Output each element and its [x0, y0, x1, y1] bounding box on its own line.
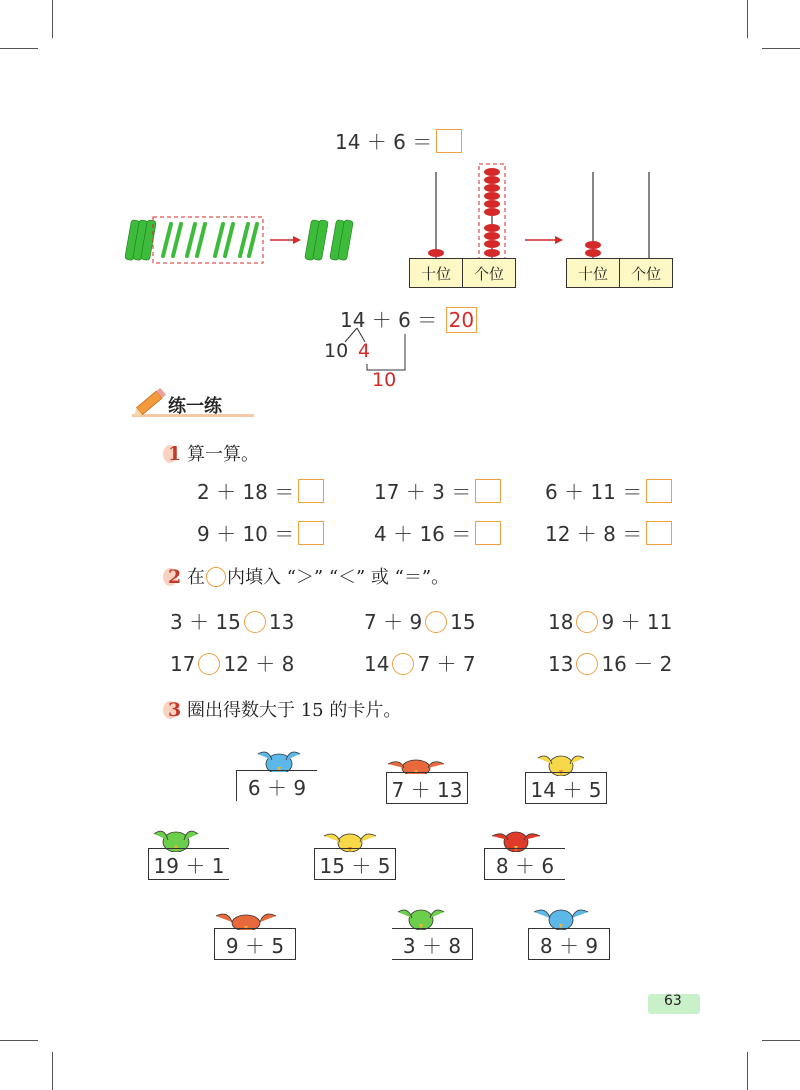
split-equation: 14 ＋ 6 ＝ 20 — [340, 304, 477, 333]
crop-mark — [762, 48, 800, 49]
tens-label: 十位 — [410, 259, 463, 288]
expression-card[interactable]: 8 ＋ 9 — [528, 928, 610, 960]
abacus-before — [408, 160, 523, 260]
q3-number: 3 — [168, 699, 182, 721]
q2-number: 2 — [168, 566, 182, 588]
red-bird-icon — [386, 752, 446, 774]
crop-mark — [52, 1052, 53, 1090]
answer-box[interactable] — [298, 479, 324, 503]
answer-box[interactable] — [298, 521, 324, 545]
split-answer: 20 — [446, 307, 477, 333]
q2-item: 17 12 ＋ 8 — [170, 652, 295, 676]
split-sum: 10 — [372, 369, 397, 391]
compare-circle[interactable] — [425, 611, 447, 633]
q3-header — [168, 696, 401, 722]
answer-box[interactable] — [646, 521, 672, 545]
circle-icon — [206, 567, 226, 587]
blue-bird-icon — [532, 900, 590, 930]
q1-item: 17 ＋ 3 ＝ — [374, 476, 501, 505]
expression-card[interactable]: 7 ＋ 13 — [386, 772, 468, 804]
compare-circle[interactable] — [244, 611, 266, 633]
compare-circle[interactable] — [198, 653, 220, 675]
q1-item: 4 ＋ 16 ＝ — [374, 518, 501, 547]
q1-prompt: 算一算。 — [186, 444, 259, 465]
abacus-after — [565, 160, 680, 260]
q1-item: 6 ＋ 11 ＝ — [545, 476, 672, 505]
compare-circle[interactable] — [576, 611, 598, 633]
q1-item: 12 ＋ 8 ＝ — [545, 518, 672, 547]
q1-header — [168, 440, 259, 466]
q2-item: 18 9 ＋ 11 — [548, 610, 673, 634]
place-value-table-after — [566, 258, 673, 288]
expression-card[interactable]: 3 ＋ 8 — [392, 928, 473, 960]
example-top-equation: 14 ＋ 6 ＝ — [335, 126, 462, 155]
crop-mark — [52, 0, 53, 38]
expression-card[interactable]: 6 ＋ 9 — [236, 770, 317, 801]
expression-card[interactable]: 19 ＋ 1 — [148, 848, 229, 880]
arrow-right-icon — [525, 234, 565, 246]
q1-number: 1 — [168, 443, 182, 465]
expression-card[interactable]: 15 ＋ 5 — [314, 848, 396, 880]
q1-item: 2 ＋ 18 ＝ — [197, 476, 324, 505]
compare-circle[interactable] — [576, 653, 598, 675]
q2-item: 3 ＋ 15 13 — [170, 610, 295, 634]
answer-box[interactable] — [646, 479, 672, 503]
tens-label: 十位 — [567, 259, 620, 288]
page-number: 63 — [664, 993, 682, 1009]
crop-mark — [762, 1040, 800, 1041]
answer-box[interactable] — [475, 479, 501, 503]
expression-card[interactable]: 8 ＋ 6 — [484, 848, 565, 880]
green-bird-icon — [396, 902, 446, 930]
q2-header: 2 在 内填入 “＞” “＜” 或 “＝”。 — [168, 566, 450, 588]
red-bird-icon — [214, 906, 278, 930]
practice-title: 练一练 — [168, 396, 222, 417]
crop-mark — [0, 1040, 38, 1041]
answer-box[interactable] — [436, 129, 462, 153]
expression-card[interactable]: 14 ＋ 5 — [525, 772, 607, 804]
answer-box[interactable] — [475, 521, 501, 545]
blue-bird-icon — [256, 744, 302, 772]
expression-card[interactable]: 9 ＋ 5 — [214, 928, 296, 960]
place-value-table-before — [409, 258, 516, 288]
split-four: 4 — [358, 340, 371, 362]
compare-circle[interactable] — [392, 653, 414, 675]
crop-mark — [747, 1052, 748, 1090]
crop-mark — [747, 0, 748, 38]
ones-label: 个位 — [620, 259, 673, 288]
ones-label: 个位 — [463, 259, 516, 288]
q2-item: 7 ＋ 9 15 — [364, 610, 476, 634]
q2-item: 13 16 － 2 — [548, 652, 673, 676]
q3-prompt: 圈出得数大于 15 的卡片。 — [186, 700, 402, 721]
crop-mark — [0, 48, 38, 49]
split-ten: 10 — [324, 340, 349, 362]
counting-sticks-illustration — [125, 212, 365, 268]
q2-item: 14 7 ＋ 7 — [364, 652, 476, 676]
q1-item: 9 ＋ 10 ＝ — [197, 518, 324, 547]
